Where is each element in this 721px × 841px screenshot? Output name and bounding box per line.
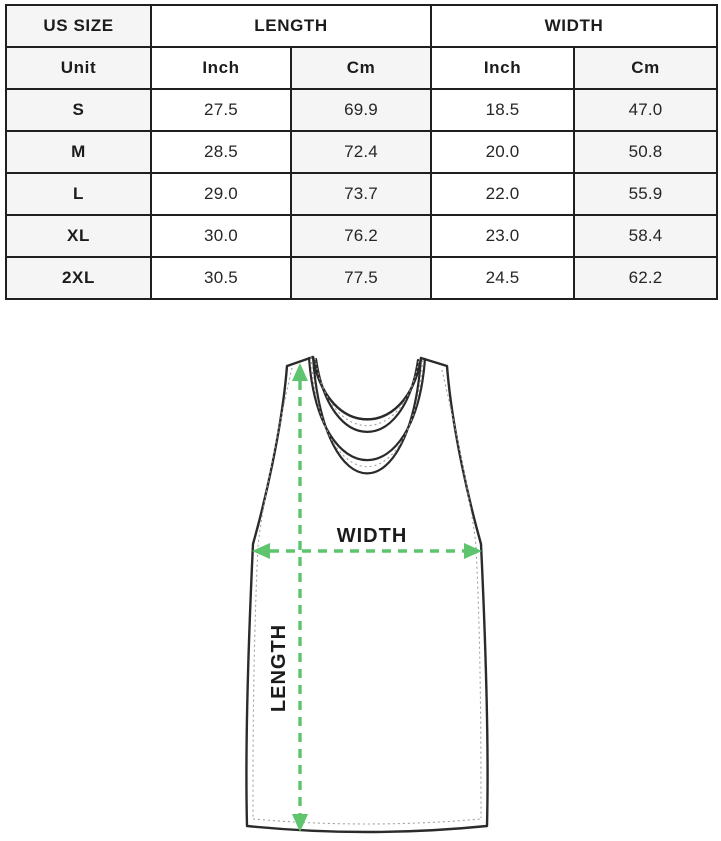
unit-row (6, 47, 717, 89)
unit-length-cm: Cm (291, 47, 431, 89)
width-cm-value: 58.4 (574, 215, 717, 257)
width-label: WIDTH (336, 525, 408, 547)
size-label: L (6, 173, 151, 215)
size-chart-table (5, 4, 718, 300)
width-inch-value: 22.0 (431, 173, 574, 215)
tank-top-outline (246, 357, 487, 832)
size-label: XL (6, 215, 151, 257)
table-row-2xl (6, 257, 717, 299)
size-label: S (6, 89, 151, 131)
unit-width-cm: Cm (574, 47, 717, 89)
size-chart-section (5, 4, 716, 300)
header-us-size: US SIZE (6, 5, 151, 47)
table-row-l (6, 173, 717, 215)
length-cm-value: 76.2 (291, 215, 431, 257)
unit-length-inch: Inch (151, 47, 291, 89)
length-cm-value: 72.4 (291, 131, 431, 173)
length-inch-value: 27.5 (151, 89, 291, 131)
width-inch-value: 23.0 (431, 215, 574, 257)
width-inch-value: 20.0 (431, 131, 574, 173)
width-cm-value: 50.8 (574, 131, 717, 173)
unit-width-inch: Inch (431, 47, 574, 89)
header-width: WIDTH (431, 5, 717, 47)
header-length: LENGTH (151, 5, 431, 47)
length-inch-value: 28.5 (151, 131, 291, 173)
length-label: LENGTH (268, 623, 290, 713)
table-row-xl (6, 215, 717, 257)
length-cm-value: 77.5 (291, 257, 431, 299)
width-inch-value: 24.5 (431, 257, 574, 299)
tank-top-measurement-diagram (0, 330, 721, 841)
table-row-s (6, 89, 717, 131)
width-cm-value: 47.0 (574, 89, 717, 131)
width-cm-value: 55.9 (574, 173, 717, 215)
length-cm-value: 69.9 (291, 89, 431, 131)
unit-label: Unit (6, 47, 151, 89)
width-inch-value: 18.5 (431, 89, 574, 131)
length-inch-value: 30.5 (151, 257, 291, 299)
length-inch-value: 29.0 (151, 173, 291, 215)
length-inch-value: 30.0 (151, 215, 291, 257)
width-cm-value: 62.2 (574, 257, 717, 299)
table-row-m (6, 131, 717, 173)
length-cm-value: 73.7 (291, 173, 431, 215)
size-label: 2XL (6, 257, 151, 299)
size-label: M (6, 131, 151, 173)
table-header-row (6, 5, 717, 47)
